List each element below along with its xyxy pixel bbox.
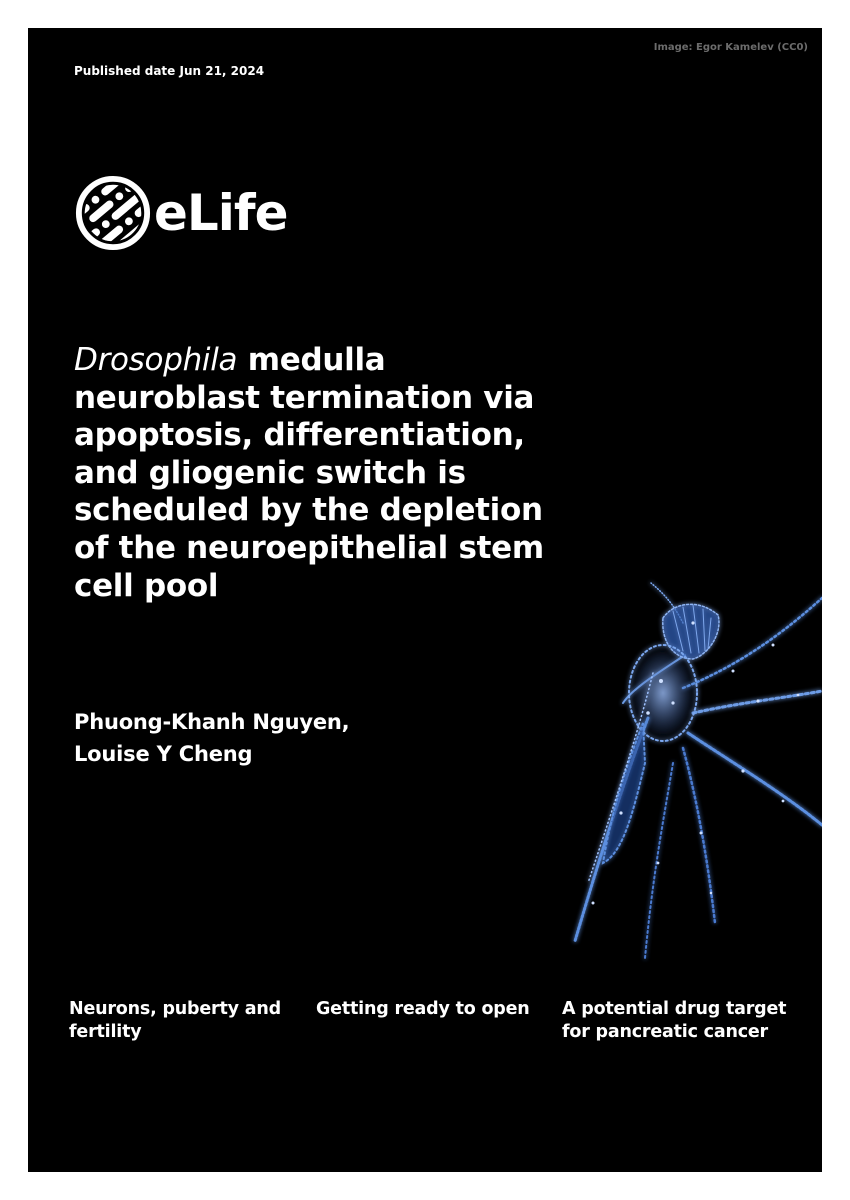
- elife-logo: [74, 173, 288, 253]
- article-title[interactable]: [74, 342, 554, 605]
- title-text: medulla neuroblast termination via apoptosis, differentiation, and gliogenic switch is scheduled by the depletion of the neuroepithelial stem cell pool: [74, 342, 544, 604]
- teaser-neurons-puberty[interactable]: Neurons, puberty and fertility: [69, 999, 281, 1042]
- published-date: Published date Jun 21, 2024: [74, 64, 265, 78]
- mosquito-photo: [533, 563, 822, 1003]
- author-line: Louise Y Cheng: [74, 742, 253, 766]
- teaser-drug-target[interactable]: A potential drug target for pancreatic cancer: [562, 999, 787, 1042]
- elife-mark-icon: [74, 174, 152, 252]
- journal-cover: [28, 28, 822, 1172]
- image-credit: Image: Egor Kamelev (CC0): [653, 42, 808, 53]
- teaser-getting-ready[interactable]: Getting ready to open: [316, 999, 530, 1019]
- author-line: Phuong-Khanh Nguyen,: [74, 710, 350, 734]
- elife-wordmark: eLife: [154, 184, 288, 242]
- article-authors: [74, 706, 349, 770]
- title-italic-genus: Drosophila: [74, 342, 238, 378]
